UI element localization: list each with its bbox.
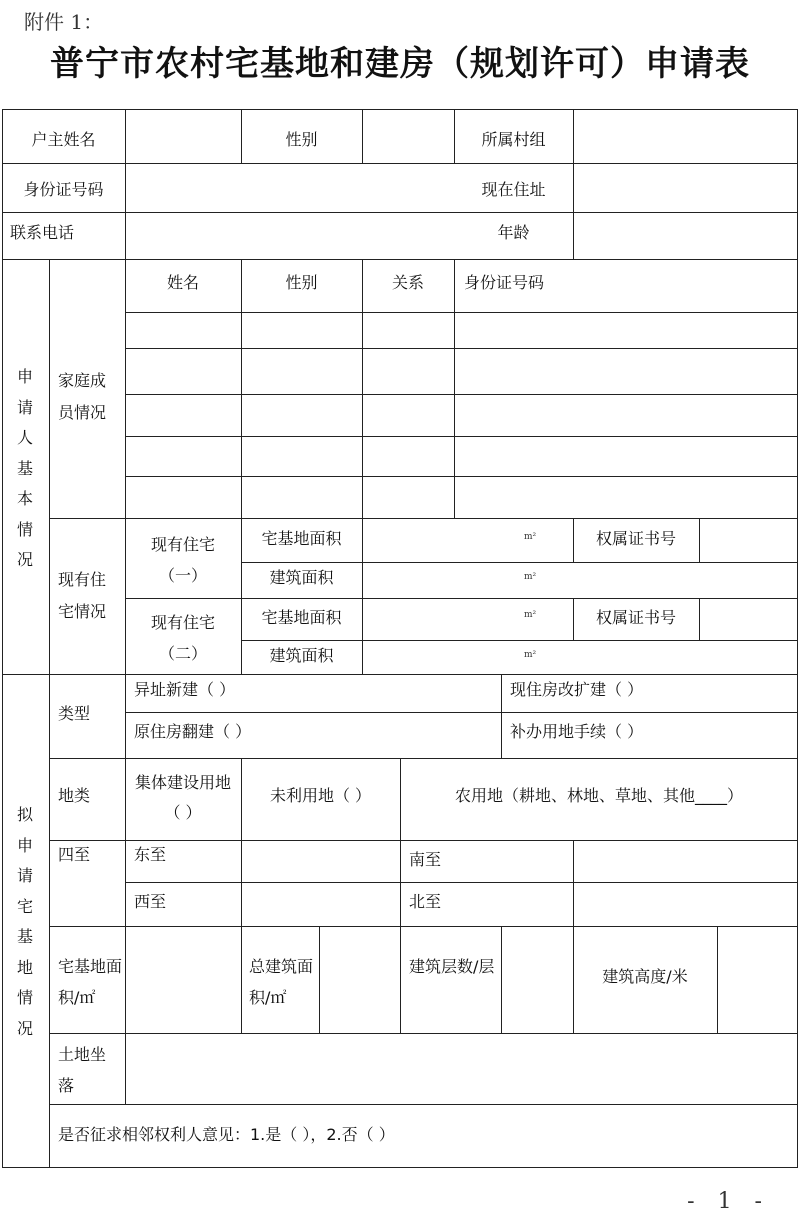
type-option-rebuild[interactable]: 原住房翻建（ ） [134,722,252,741]
family-row[interactable] [126,437,797,475]
height-label: 建筑高度/米 [602,967,688,986]
house2-building-unit: m² [524,650,537,660]
house2-homestead-area-label: 宅基地面积 [261,608,342,627]
land-location-label: 土地坐落 [58,1045,107,1095]
address-label: 现在住址 [481,180,546,199]
phone-label: 联系电话 [10,223,75,242]
housing-label: 现有住宅情况 [58,570,107,621]
family-row[interactable] [126,395,797,435]
house1-building-unit: m² [524,572,537,582]
type-option-expand[interactable]: 现住房改扩建（ ） [510,680,644,699]
page-title: 普宁市农村宅基地和建房（规划许可）申请表 [50,44,750,84]
land-class-unused[interactable]: 未利用地（ ） [269,786,372,805]
neighbor-opinion[interactable]: 是否征求相邻权利人意见：1.是（ ），2.否（ ） [58,1125,395,1144]
house2-homestead-unit: m² [524,610,537,620]
boundary-north-field[interactable] [574,883,797,925]
phone-field[interactable] [126,213,454,258]
family-col-name: 姓名 [166,273,199,292]
boundary-east-label: 东至 [134,845,167,864]
house2-building-area-label: 建筑面积 [269,646,334,665]
height-field[interactable] [718,927,797,1032]
family-col-relation: 关系 [391,273,424,292]
land-location-field[interactable] [126,1034,797,1103]
boundary-east-field[interactable] [242,841,399,881]
family-row[interactable] [126,477,797,517]
total-building-area-label: 总建筑面积/㎡ [249,957,314,1007]
land-class-collective[interactable]: 集体建设用地（ ） [134,773,231,822]
proposed-homestead-area-field[interactable] [126,927,240,1032]
floors-label: 建筑层数/层 [409,957,495,976]
village-field[interactable] [574,110,797,162]
applicant-section-title: 申请人基本情况 [16,367,33,569]
house2-cert-field[interactable] [700,599,797,639]
family-col-id: 身份证号码 [464,273,545,292]
type-option-supplement[interactable]: 补办用地手续（ ） [510,722,644,741]
id-number-field[interactable] [126,164,454,211]
page-number: - 1 - [687,1189,770,1214]
house2-label: 现有住宅（二） [150,613,215,663]
house1-homestead-unit: m² [524,532,537,542]
floors-field[interactable] [502,927,572,1032]
age-field[interactable] [574,213,797,258]
type-option-new-site[interactable]: 异址新建（ ） [134,680,236,699]
land-class-agricultural[interactable]: 农用地（耕地、林地、草地、其他____） [454,786,743,805]
land-class-label: 地类 [58,786,91,805]
family-row[interactable] [126,313,797,347]
boundary-north-label: 北至 [409,892,442,911]
house1-cert-label: 权属证书号 [595,529,676,548]
boundary-west-label: 西至 [134,892,167,911]
owner-name-label: 户主姓名 [31,130,96,149]
owner-gender-label: 性别 [285,130,318,149]
type-label: 类型 [58,704,91,723]
village-label: 所属村组 [481,130,546,149]
attachment-label: 附件 1： [24,10,104,34]
house1-building-area-label: 建筑面积 [269,568,334,587]
boundary-west-field[interactable] [242,883,399,925]
address-field[interactable] [574,164,797,211]
family-row[interactable] [126,349,797,393]
boundary-south-label: 南至 [409,850,442,869]
proposed-homestead-area-label: 宅基地面积/㎡ [58,957,123,1007]
house1-homestead-area-label: 宅基地面积 [261,529,342,548]
family-members-label: 家庭成员情况 [58,371,107,422]
boundary-south-field[interactable] [574,841,797,881]
family-col-gender: 性别 [285,273,318,292]
total-building-area-field[interactable] [320,927,399,1032]
house2-cert-label: 权属证书号 [595,608,676,627]
age-label: 年龄 [497,223,530,242]
house1-label: 现有住宅（一） [150,535,215,585]
id-number-label: 身份证号码 [23,180,104,199]
proposed-section-title: 拟申请宅基地情况 [16,805,33,1038]
house1-cert-field[interactable] [700,519,797,561]
owner-gender-field[interactable] [363,110,453,162]
owner-name-field[interactable] [126,110,240,162]
boundary-label: 四至 [58,845,91,864]
